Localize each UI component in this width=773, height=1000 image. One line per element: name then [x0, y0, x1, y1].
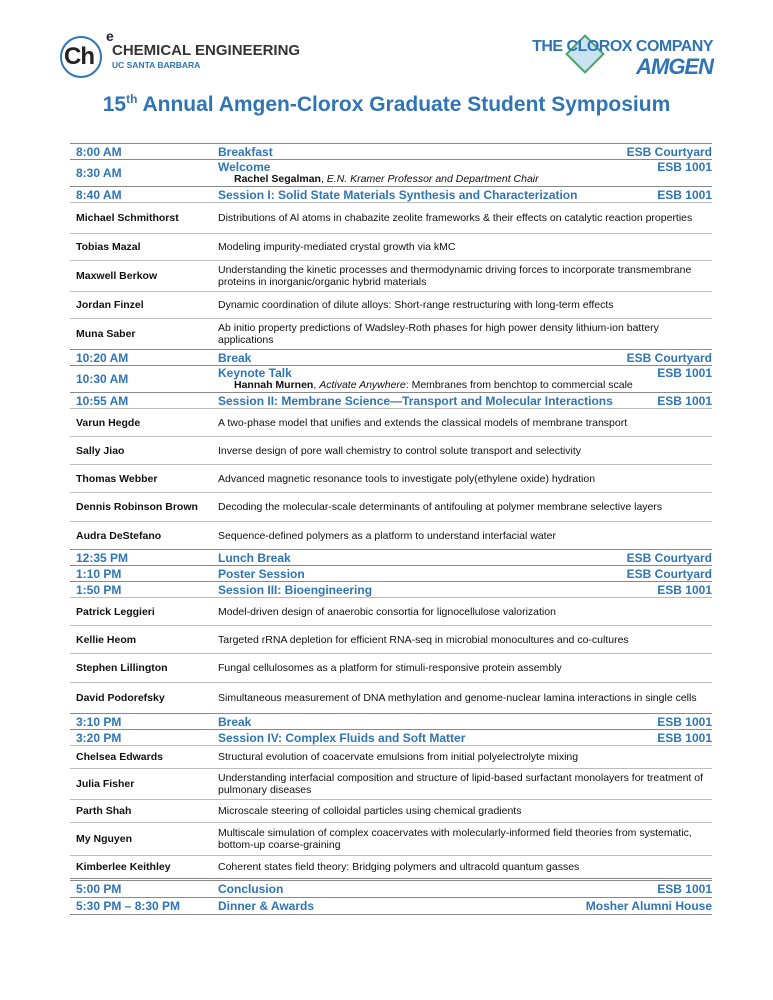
talk-row [70, 291, 712, 318]
talk-title: A two-phase model that unifies and extends the classical models of membrane transport [218, 416, 628, 429]
event-body [218, 731, 712, 745]
event-time: 5:00 PM [76, 882, 122, 896]
event-title: Poster Session [218, 566, 305, 581]
event-location: ESB Courtyard [626, 550, 712, 565]
talk-title: Multiscale simulation of complex coacervates with molecularly-informed field theories from systematic, bottom-up coarse-graining [218, 827, 692, 851]
event-time: 8:00 AM [76, 144, 122, 159]
speaker-name: Julia Fisher [76, 778, 135, 790]
event-body [218, 161, 712, 185]
talk-row [70, 436, 712, 464]
speaker-name: Hannah Murnen [234, 379, 314, 391]
speaker-name: Audra DeStefano [76, 529, 162, 542]
event-location: ESB Courtyard [626, 144, 712, 159]
speaker-name: Parth Shah [76, 805, 132, 817]
event-heading [218, 551, 712, 565]
event-location: ESB 1001 [657, 187, 712, 202]
talk-row [70, 653, 712, 682]
speaker-name: Stephen Lillington [76, 662, 168, 674]
talk-row [70, 260, 712, 291]
schedule-bottom-rule [70, 914, 712, 915]
speaker-name: Dennis Robinson Brown [76, 501, 198, 513]
talk-row [70, 464, 712, 492]
event-heading [218, 145, 712, 159]
talk-title: Structural evolution of coacervate emulsions from initial polyelectrolyte mixing [218, 751, 579, 763]
talk-title: Sequence-defined polymers as a platform to understand interfacial water [218, 529, 556, 542]
event-heading [218, 899, 712, 913]
event-location: ESB 1001 [657, 730, 712, 745]
event-time: 10:30 AM [76, 372, 129, 386]
event-row [70, 143, 712, 159]
event-location: ESB 1001 [657, 714, 712, 729]
talk-row [70, 202, 712, 233]
speaker-name: David Podorefsky [76, 692, 165, 704]
event-heading [218, 188, 712, 202]
event-heading [218, 567, 712, 581]
event-location: ESB 1001 [657, 366, 712, 380]
talk-row [70, 625, 712, 653]
talk-title: Understanding interfacial composition and structure of lipid-based surfactant monolayers for treatment of pulmonary diseases [218, 772, 703, 796]
event-body [218, 351, 712, 365]
event-body [218, 715, 712, 729]
speaker-name: Varun Hegde [76, 416, 141, 429]
event-row [70, 549, 712, 565]
talk-row [70, 597, 712, 625]
event-speaker: Hannah Murnen, Activate Anywhere: Membranes from benchtop to commercial scale [234, 379, 633, 391]
event-location: ESB Courtyard [626, 566, 712, 581]
talk-title: Distributions of Al atoms in chabazite zeolite frameworks & their effects on catalytic reaction properties [218, 212, 693, 224]
talk-title: Ab initio property predictions of Wadsley-Roth phases for high power density lithium-ion battery applications [218, 322, 659, 346]
event-heading [218, 882, 712, 896]
event-heading [218, 715, 712, 729]
event-time: 8:30 AM [76, 166, 122, 180]
event-body [218, 583, 712, 597]
talk-row [70, 768, 712, 799]
event-body [218, 551, 712, 565]
event-row [70, 392, 712, 408]
event-row [70, 713, 712, 729]
event-body [218, 882, 712, 896]
event-row [70, 186, 712, 202]
speaker-name: Kellie Heom [76, 633, 137, 646]
talk-row [70, 822, 712, 855]
logo-ch: Ch [64, 43, 94, 70]
talk-row [70, 855, 712, 878]
event-body [218, 145, 712, 159]
talk-row [70, 318, 712, 349]
event-title: Session IV: Complex Fluids and Soft Matter [218, 730, 466, 745]
talk-title: Inverse design of pore wall chemistry to control solute transport and selectivity [218, 444, 582, 457]
event-heading [218, 161, 712, 173]
event-time: 10:55 AM [76, 393, 129, 408]
event-time: 12:35 PM [76, 550, 129, 565]
event-location: Mosher Alumni House [585, 899, 712, 913]
event-body [218, 567, 712, 581]
talk-title: Coherent states field theory: Bridging polymers and ultracold quantum gasses [218, 861, 580, 873]
talk-title: Advanced magnetic resonance tools to investigate poly(ethylene oxide) hydration [218, 472, 596, 485]
event-title: Break [218, 714, 252, 729]
event-body [218, 899, 712, 913]
talk-row [70, 799, 712, 822]
event-row [70, 349, 712, 365]
speaker-name: Michael Schmithorst [76, 212, 179, 224]
event-time: 1:10 PM [76, 566, 122, 581]
talk-title: Understanding the kinetic processes and thermodynamic driving forces to incorporate transmembrane proteins in inorganic/organic hybrid materials [218, 264, 692, 288]
logo-e: e [106, 28, 114, 44]
event-row [70, 897, 712, 914]
event-title: Session I: Solid State Materials Synthesis and Characterization [218, 187, 578, 202]
talk-title: Modeling impurity-mediated crystal growth via kMC [218, 241, 456, 253]
speaker-name: Thomas Webber [76, 472, 158, 485]
speaker-name: Patrick Leggieri [76, 605, 155, 618]
event-row [70, 365, 712, 392]
sponsor-amgen: AMGEN [636, 54, 713, 79]
event-time: 3:10 PM [76, 714, 122, 729]
event-heading [218, 583, 712, 597]
talk-row [70, 745, 712, 768]
event-title: Keynote Talk [218, 366, 292, 380]
event-title: Session III: Bioengineering [218, 582, 373, 597]
event-location: ESB 1001 [657, 582, 712, 597]
talk-title: Fungal cellulosomes as a platform for stimuli-responsive protein assembly [218, 662, 562, 674]
talk-title: Dynamic coordination of dilute alloys: Short-range restructuring with long-term effects [218, 299, 614, 311]
event-heading [218, 351, 712, 365]
schedule [70, 143, 712, 915]
event-title: Session II: Membrane Science—Transport and Molecular Interactions [218, 393, 613, 408]
speaker-role: Activate Anywhere [319, 379, 406, 391]
event-location: ESB 1001 [657, 882, 712, 896]
speaker-role: E.N. Kramer Professor and Department Chair [326, 173, 539, 185]
department-name: CHEMICAL ENGINEERING [112, 42, 301, 59]
talk-title: Decoding the molecular-scale determinants of antifouling at polymer membrane selective layers [218, 501, 663, 513]
event-row [70, 565, 712, 581]
speaker-name: Sally Jiao [76, 444, 125, 457]
sponsor-logo [532, 34, 713, 79]
event-location: ESB 1001 [657, 160, 712, 174]
event-speaker: Rachel Segalman, E.N. Kramer Professor and Department Chair [234, 173, 539, 185]
event-body [218, 367, 712, 391]
event-body [218, 394, 712, 408]
event-time: 8:40 AM [76, 187, 122, 202]
event-title: Dinner & Awards [218, 899, 315, 913]
event-location: ESB Courtyard [626, 350, 712, 365]
talk-title: Microscale steering of colloidal particles using chemical gradients [218, 805, 522, 817]
speaker-name: Maxwell Berkow [76, 270, 158, 282]
event-body [218, 188, 712, 202]
event-heading [218, 731, 712, 745]
event-time: 3:20 PM [76, 730, 122, 745]
event-row [70, 878, 712, 897]
event-row [70, 729, 712, 745]
event-location: ESB 1001 [657, 393, 712, 408]
talk-title: Model-driven design of anaerobic consortia for lignocellulose valorization [218, 605, 556, 618]
speaker-name: Chelsea Edwards [76, 751, 163, 763]
event-title: Conclusion [218, 882, 284, 896]
talk-row [70, 521, 712, 549]
event-time: 5:30 PM – 8:30 PM [76, 899, 181, 913]
talk-row [70, 682, 712, 713]
event-time: 1:50 PM [76, 582, 122, 597]
school-name: UC SANTA BARBARA [112, 60, 201, 70]
event-heading [218, 394, 712, 408]
event-time: 10:20 AM [76, 350, 129, 365]
speaker-name: Rachel Segalman [234, 173, 321, 185]
speaker-name: My Nguyen [76, 833, 133, 845]
event-title: Lunch Break [218, 550, 291, 565]
speaker-name: Jordan Finzel [76, 299, 144, 311]
event-title: Break [218, 350, 252, 365]
speaker-name: Tobias Mazal [76, 241, 141, 253]
event-title: Welcome [218, 160, 271, 174]
speaker-name: Muna Saber [76, 328, 136, 340]
talk-title: Targeted rRNA depletion for efficient RNA-seq in microbial monocultures and co-cultures [218, 633, 629, 646]
sponsor-clorox: THE CLOROX COMPANY [532, 38, 713, 55]
event-title: Breakfast [218, 144, 273, 159]
talk-row [70, 233, 712, 260]
speaker-name: Kimberlee Keithley [76, 861, 171, 873]
event-row [70, 581, 712, 597]
talk-row [70, 492, 712, 521]
event-row [70, 159, 712, 186]
talk-title: Simultaneous measurement of DNA methylation and genome-nuclear lamina interactions in single cells [218, 692, 697, 704]
event-heading [218, 367, 712, 379]
page-title: 15th Annual Amgen-Clorox Graduate Student Symposium [102, 92, 671, 116]
talk-row [70, 408, 712, 436]
